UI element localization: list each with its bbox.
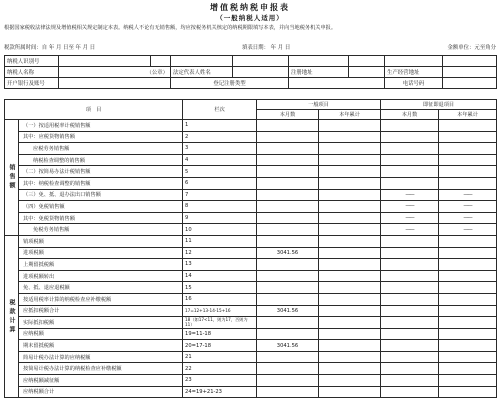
header-item: 项 目 [5,100,183,120]
row-col: 2 [183,131,257,143]
header-general-month: 本月数 [257,110,319,120]
cell-general-year[interactable] [319,270,381,282]
cell-refund-month[interactable] [381,120,439,132]
tax-period: 税款所属时间：自 年 月 日至 年 月 日 [4,45,96,51]
cell-refund-month[interactable]: —— [381,189,439,201]
table-row [5,201,497,213]
reg-address-field[interactable] [349,67,385,78]
cell-general-year[interactable] [319,201,381,213]
row-col: 3 [183,143,257,155]
header-general-year: 本年累计 [319,110,381,120]
cell-refund-month[interactable] [381,143,439,155]
cell-refund-month[interactable] [381,259,439,271]
row-label: 其中：免税货物销售额 [19,212,183,224]
form-intro: 根据国家税收法律法规及增值税相关规定制定本表。纳税人不论有无销售额，均应按税务机关核定的纳税期限填写本表，并向当地税务机关申报。 [4,25,337,31]
cell-general-month[interactable] [257,386,319,398]
cell-general-month[interactable]: 3041.56 [257,340,319,352]
row-col: 14 [183,270,257,282]
form-subtitle: （一般纳税人适用） [216,14,284,22]
row-label: 免、抵、退应退税额 [19,282,183,294]
cell-refund-month[interactable]: —— [381,212,439,224]
cell-general-year[interactable] [319,143,381,155]
table-row [5,328,497,340]
cell-refund-year[interactable] [439,317,497,329]
cell-general-month[interactable] [257,189,319,201]
header-refund: 即征即退项目 [381,100,497,110]
phone-field[interactable] [443,78,497,89]
table-row [5,375,497,387]
table-row [5,363,497,375]
table-row [5,305,497,317]
cell-general-year[interactable] [319,305,381,317]
biz-address-field[interactable] [443,67,497,78]
cell-refund-month[interactable] [381,247,439,259]
reg-address-label: 注册地址 [289,67,349,78]
header-refund-year: 本年累计 [439,110,497,120]
biz-address-label: 生产经营地址 [385,67,443,78]
cell-general-month[interactable] [257,328,319,340]
cell-refund-year[interactable] [439,340,497,352]
row-label: 应纳税额合计 [19,386,183,398]
table-row [5,340,497,352]
row-col: 5 [183,166,257,178]
cell-refund-year[interactable] [439,247,497,259]
row-label: 应纳税额减征额 [19,375,183,387]
table-row [5,351,497,363]
tax-return-table [4,99,497,398]
table-row [5,282,497,294]
cell-refund-year[interactable] [439,166,497,178]
row-col: 10 [183,224,257,236]
cell-general-month[interactable] [257,351,319,363]
cell-general-month[interactable]: 3041.56 [257,305,319,317]
taxpayer-name-label: 纳税人名称 [5,67,59,78]
cell-general-month[interactable] [257,224,319,236]
row-col: 6 [183,177,257,189]
cell-general-month[interactable] [257,270,319,282]
cell-general-year[interactable] [319,131,381,143]
cell-refund-month[interactable] [381,270,439,282]
header-col: 栏次 [183,100,257,120]
cell-refund-year[interactable]: —— [439,201,497,213]
cell-refund-year[interactable] [439,177,497,189]
cell-general-month[interactable] [257,375,319,387]
cell-general-month[interactable] [257,282,319,294]
header-refund-month: 本月数 [381,110,439,120]
reg-type-label: 登记注册类型 [171,78,289,89]
cell-general-year[interactable] [319,247,381,259]
cell-refund-year[interactable] [439,120,497,132]
cell-refund-month[interactable] [381,317,439,329]
bank-account-label: 开户银行及账号 [5,78,59,89]
row-label: （四）免税销售额 [19,201,183,213]
row-col: 16 [183,293,257,305]
cell-general-year[interactable] [319,154,381,166]
cell-refund-year[interactable] [439,363,497,375]
cell-general-year[interactable] [319,282,381,294]
cell-general-month[interactable] [257,201,319,213]
cell-general-month[interactable]: 3041.56 [257,247,319,259]
cell-refund-year[interactable] [439,143,497,155]
row-col: 17=12+13-14-15+16 [183,305,257,317]
cell-refund-month[interactable] [381,386,439,398]
row-label: （三）免、抵、退办法出口销售额 [19,189,183,201]
cell-refund-month[interactable] [381,131,439,143]
cell-refund-year[interactable] [439,154,497,166]
row-col: 11 [183,235,257,247]
cell-general-month[interactable] [257,363,319,375]
row-col: 20=17-18 [183,340,257,352]
cell-refund-month[interactable] [381,293,439,305]
table-row [5,270,497,282]
cell-general-year[interactable] [319,212,381,224]
row-col: 4 [183,154,257,166]
cell-refund-month[interactable] [381,166,439,178]
row-col: 19=11-18 [183,328,257,340]
table-row [5,317,497,329]
row-label: 免税劳务销售额 [19,224,183,236]
cell-refund-year[interactable] [439,270,497,282]
cell-refund-month[interactable] [381,328,439,340]
row-col: 24=19+21-23 [183,386,257,398]
cell-general-month[interactable] [257,166,319,178]
cell-refund-year[interactable] [439,351,497,363]
cell-general-year[interactable] [319,386,381,398]
cell-refund-month[interactable] [381,351,439,363]
cell-refund-year[interactable] [439,282,497,294]
group-label-tax: 税款计算 [5,235,19,397]
cell-general-year[interactable] [319,120,381,132]
cell-general-year[interactable] [319,317,381,329]
cell-refund-month[interactable] [381,154,439,166]
taxpayer-id-field[interactable] [59,56,151,67]
table-row [5,120,497,132]
cell-general-year[interactable] [319,351,381,363]
table-row [5,386,497,398]
cell-general-year[interactable] [319,235,381,247]
cell-refund-year[interactable]: —— [439,212,497,224]
cell-refund-year[interactable] [439,293,497,305]
cell-general-month[interactable] [257,143,319,155]
cell-general-month[interactable] [257,131,319,143]
row-label: 进项税额转出 [19,270,183,282]
group-label-sales: 销售额 [5,120,19,236]
cell-general-year[interactable] [319,340,381,352]
cell-refund-year[interactable] [439,328,497,340]
meta-line [4,43,496,53]
cell-general-year[interactable] [319,363,381,375]
cell-general-month[interactable] [257,212,319,224]
table-row [5,247,497,259]
row-label: 其中：纳税检查调整的销售额 [19,177,183,189]
cell-refund-year[interactable]: —— [439,224,497,236]
seal-label: （公章） [59,67,171,78]
cell-refund-month[interactable]: —— [381,224,439,236]
row-col: 23 [183,375,257,387]
cell-refund-month[interactable] [381,282,439,294]
row-label: 其中：应税货物销售额 [19,131,183,143]
table-row [5,259,497,271]
cell-general-year[interactable] [319,177,381,189]
row-col: 8 [183,201,257,213]
row-label: 销项税额 [19,235,183,247]
row-label: 纳税检查调整的销售额 [19,154,183,166]
row-label: 实际抵扣税额 [19,317,183,329]
table-row [5,224,497,236]
cell-general-year[interactable] [319,293,381,305]
cell-general-year[interactable] [319,328,381,340]
row-label: 简易计税办法计算的应纳税额 [19,351,183,363]
header-general: 一般项目 [257,100,381,110]
row-col: 18（如17<11，则为17，否则为11） [183,317,257,329]
row-label: 期末留抵税额 [19,340,183,352]
cell-general-year[interactable] [319,375,381,387]
row-label: 应抵扣税额合计 [19,305,183,317]
cell-general-month[interactable] [257,177,319,189]
row-label: 按适用税率计算的纳税检查应补缴税额 [19,293,183,305]
row-label: 上期留抵税额 [19,259,183,271]
row-col: 15 [183,282,257,294]
row-label: 应税劳务销售额 [19,143,183,155]
table-row [5,235,497,247]
filing-date: 填表日期： 年 月 日 [242,45,291,51]
cell-refund-year[interactable] [439,375,497,387]
phone-label: 电话号码 [385,78,443,89]
cell-general-month[interactable] [257,317,319,329]
cell-general-year[interactable] [319,189,381,201]
row-col: 22 [183,363,257,375]
table-row [5,212,497,224]
reg-type-field[interactable] [289,78,385,89]
bank-account-field[interactable] [59,78,171,89]
row-col: 7 [183,189,257,201]
legal-rep-label: 法定代表人姓名 [171,67,233,78]
form-title: 增值税纳税申报表 [210,3,290,12]
table-row [5,189,497,201]
cell-refund-month[interactable] [381,375,439,387]
table-row [5,293,497,305]
row-col: 9 [183,212,257,224]
table-row [5,166,497,178]
row-label: 进项税额 [19,247,183,259]
cell-refund-year[interactable] [439,131,497,143]
row-label: （一）按适用税率计税销售额 [19,120,183,132]
cell-general-month[interactable] [257,120,319,132]
cell-refund-month[interactable] [381,340,439,352]
cell-refund-month[interactable] [381,177,439,189]
row-label: 按简易计税办法计算的纳税检查应补缴税额 [19,363,183,375]
cell-refund-month[interactable] [381,305,439,317]
row-label: 应纳税额 [19,328,183,340]
table-row [5,143,497,155]
cell-refund-month[interactable] [381,235,439,247]
taxpayer-id-label: 纳税人识别号 [5,56,59,67]
cell-general-month[interactable] [257,154,319,166]
row-col: 12 [183,247,257,259]
amount-unit: 金额单位：元至角分 [447,45,496,51]
cell-general-month[interactable] [257,293,319,305]
cell-refund-year[interactable] [439,259,497,271]
row-col: 21 [183,351,257,363]
table-row [5,177,497,189]
table-row [5,131,497,143]
table-row [5,154,497,166]
cell-refund-year[interactable]: —— [439,189,497,201]
cell-general-month[interactable] [257,259,319,271]
cell-general-year[interactable] [319,166,381,178]
row-col: 13 [183,259,257,271]
cell-refund-month[interactable]: —— [381,201,439,213]
cell-refund-year[interactable] [439,305,497,317]
taxpayer-info-table [4,55,497,89]
cell-general-year[interactable] [319,259,381,271]
cell-refund-year[interactable] [439,386,497,398]
row-col: 1 [183,120,257,132]
cell-refund-month[interactable] [381,363,439,375]
cell-general-year[interactable] [319,224,381,236]
legal-rep-field[interactable] [233,67,289,78]
cell-refund-year[interactable] [439,235,497,247]
cell-general-month[interactable] [257,235,319,247]
row-label: （二）按简易办法计税销售额 [19,166,183,178]
